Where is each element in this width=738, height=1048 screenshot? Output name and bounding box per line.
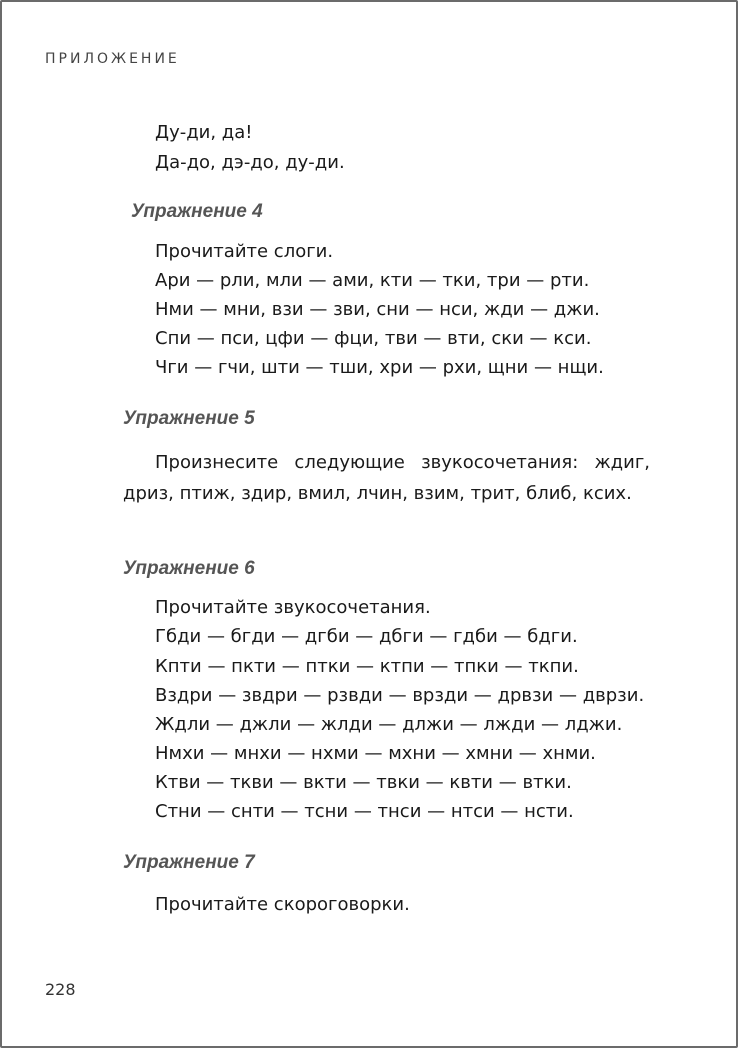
exercise-6-line: Ждли — джли — жлди — длжи — лжди — лджи.	[155, 714, 623, 735]
exercise-6-line: Стни — снти — тсни — тнси — нтси — нсти.	[155, 801, 574, 822]
exercise-4-heading: Упражнение 4	[131, 201, 263, 222]
exercise-6-line: Ктви — ткви — вкти — твки — квти — втки.	[155, 772, 572, 793]
exercise-6-heading: Упражнение 6	[123, 558, 255, 579]
exercise-4-instruction: Прочитайте слоги.	[155, 241, 334, 262]
intro-line: Ду-ди, да!	[155, 122, 253, 143]
exercise-4-line: Ари — рли, мли — ами, кти — тки, три — рти.	[155, 270, 590, 291]
exercise-6-line: Вздри — звдри — рзвди — врзди — дрвзи — дврзи.	[155, 685, 645, 706]
exercise-5-heading: Упражнение 5	[123, 408, 255, 429]
exercise-6-instruction: Прочитайте звукосочетания.	[155, 597, 431, 618]
exercise-4-line: Нми — мни, взи — зви, сни — нси, жди — джи.	[155, 299, 600, 320]
page-number: 228	[45, 980, 76, 999]
exercise-4-line: Чги — гчи, шти — тши, хри — рхи, щни — нщи.	[155, 357, 604, 378]
exercise-6-line: Кпти — пкти — птки — ктпи — тпки — ткпи.	[155, 656, 579, 677]
exercise-4-line: Спи — пси, цфи — фци, тви — вти, ски — кси.	[155, 328, 592, 349]
exercise-6-line: Гбди — бгди — дгби — дбги — гдби — бдги.	[155, 626, 578, 647]
running-header: ПРИЛОЖЕНИЕ	[45, 51, 180, 67]
exercise-6-line: Нмхи — мнхи — нхми — мхни — хмни — хнми.	[155, 743, 596, 764]
exercise-7-heading: Упражнение 7	[123, 852, 255, 873]
exercise-7-instruction: Прочитайте скороговорки.	[155, 894, 410, 915]
exercise-5-text: Произнесите следующие звукосочетания: ждиг, дриз, птиж, здир, вмил, лчин, взим, трит, блиб, ксих.	[123, 452, 650, 504]
intro-line: Да-до, дэ-до, ду-ди.	[155, 152, 345, 173]
